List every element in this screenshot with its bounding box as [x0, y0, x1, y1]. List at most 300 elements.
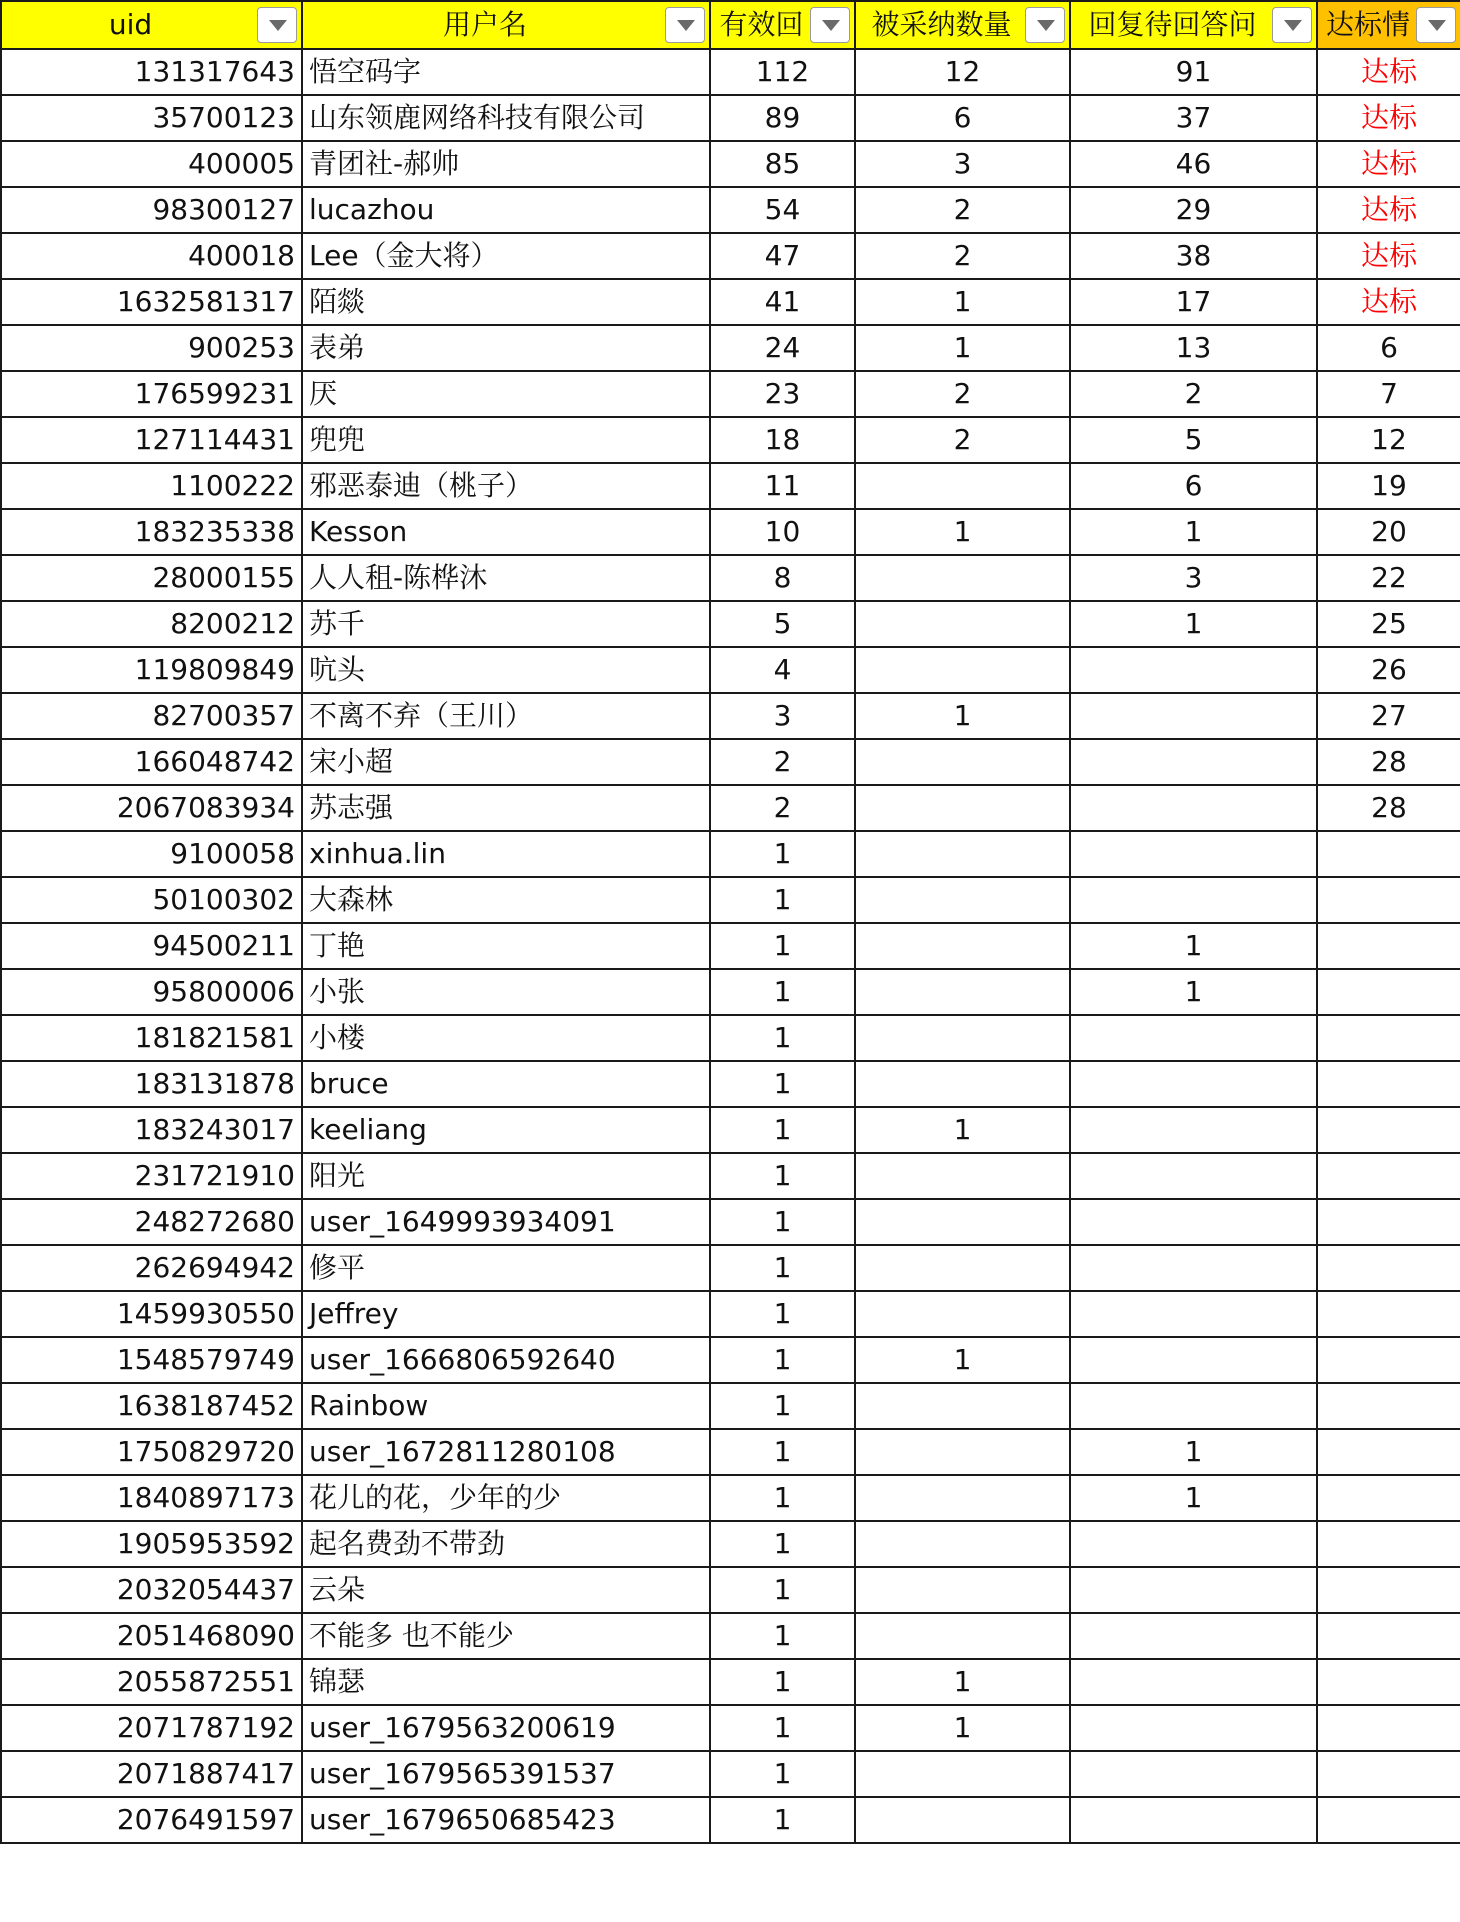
cell-effective[interactable]: 1 [710, 1015, 855, 1061]
column-header-effective[interactable] [710, 1, 855, 49]
table-row [1, 325, 1460, 371]
table-row [1, 877, 1460, 923]
cell-status[interactable]: 22 [1317, 555, 1460, 601]
table-row [1, 1153, 1460, 1199]
cell-adopted[interactable]: 1 [855, 1705, 1070, 1751]
column-header-label: 有效回 [719, 8, 804, 41]
cell-uid[interactable]: 1632581317 [1, 279, 302, 325]
cell-uid[interactable]: 166048742 [1, 739, 302, 785]
cell-adopted[interactable] [855, 785, 1070, 831]
table-row [1, 1613, 1460, 1659]
cell-effective[interactable]: 85 [710, 141, 855, 187]
cell-username[interactable]: 不离不弃（王川） [302, 693, 710, 739]
cell-effective[interactable]: 1 [710, 1107, 855, 1153]
cell-uid[interactable]: 98300127 [1, 187, 302, 233]
cell-uid[interactable]: 1840897173 [1, 1475, 302, 1521]
cell-username[interactable]: 花儿的花，少年的少 [302, 1475, 710, 1521]
cell-uid[interactable]: 2055872551 [1, 1659, 302, 1705]
dropdown-arrow-icon [269, 20, 287, 31]
cell-username[interactable]: 邪恶泰迪（桃子） [302, 463, 710, 509]
cell-reply-pending[interactable]: 1 [1070, 1429, 1317, 1475]
cell-username[interactable]: 小楼 [302, 1015, 710, 1061]
cell-uid[interactable]: 127114431 [1, 417, 302, 463]
cell-reply-pending[interactable]: 1 [1070, 923, 1317, 969]
cell-adopted[interactable] [855, 1751, 1070, 1797]
column-header-label: 回复待回答问 [1088, 8, 1257, 41]
cell-effective[interactable]: 8 [710, 555, 855, 601]
dropdown-arrow-icon [1284, 20, 1302, 31]
table-row [1, 1383, 1460, 1429]
cell-adopted[interactable] [855, 923, 1070, 969]
cell-username[interactable]: 起名费劲不带劲 [302, 1521, 710, 1567]
table-row [1, 739, 1460, 785]
cell-uid[interactable]: 2051468090 [1, 1613, 302, 1659]
cell-adopted[interactable] [855, 647, 1070, 693]
cell-status[interactable] [1317, 1107, 1460, 1153]
table-row [1, 1567, 1460, 1613]
cell-adopted[interactable] [855, 969, 1070, 1015]
cell-status[interactable] [1317, 1567, 1460, 1613]
table-row [1, 693, 1460, 739]
table-row [1, 49, 1460, 95]
cell-username[interactable]: 丁艳 [302, 923, 710, 969]
cell-adopted[interactable]: 1 [855, 279, 1070, 325]
cell-adopted[interactable]: 2 [855, 371, 1070, 417]
cell-uid[interactable]: 183131878 [1, 1061, 302, 1107]
cell-status[interactable] [1317, 1797, 1460, 1843]
cell-adopted[interactable]: 1 [855, 325, 1070, 371]
table-row [1, 187, 1460, 233]
cell-username[interactable]: 锦瑟 [302, 1659, 710, 1705]
cell-effective[interactable]: 1 [710, 1061, 855, 1107]
header-row [1, 1, 1460, 49]
cell-reply-pending[interactable] [1070, 693, 1317, 739]
cell-username[interactable]: 云朵 [302, 1567, 710, 1613]
cell-effective[interactable]: 4 [710, 647, 855, 693]
cell-status[interactable] [1317, 1751, 1460, 1797]
cell-effective[interactable]: 1 [710, 1659, 855, 1705]
table-row [1, 647, 1460, 693]
cell-adopted[interactable] [855, 555, 1070, 601]
cell-effective[interactable]: 1 [710, 1797, 855, 1843]
cell-username[interactable]: Kesson [302, 509, 710, 555]
cell-status[interactable]: 达标 [1317, 233, 1460, 279]
cell-reply-pending[interactable] [1070, 877, 1317, 923]
table-row [1, 371, 1460, 417]
cell-uid[interactable]: 82700357 [1, 693, 302, 739]
cell-reply-pending[interactable]: 46 [1070, 141, 1317, 187]
table-body [1, 49, 1460, 1843]
cell-username[interactable]: 山东领鹿网络科技有限公司 [302, 95, 710, 141]
cell-effective[interactable]: 54 [710, 187, 855, 233]
cell-uid[interactable]: 2076491597 [1, 1797, 302, 1843]
dropdown-arrow-icon [822, 20, 840, 31]
cell-adopted[interactable]: 1 [855, 693, 1070, 739]
cell-username[interactable]: 大森林 [302, 877, 710, 923]
cell-effective[interactable]: 2 [710, 739, 855, 785]
cell-effective[interactable]: 5 [710, 601, 855, 647]
cell-effective[interactable]: 1 [710, 1291, 855, 1337]
cell-effective[interactable]: 24 [710, 325, 855, 371]
table-row [1, 1659, 1460, 1705]
table-row [1, 1797, 1460, 1843]
cell-uid[interactable]: 1638187452 [1, 1383, 302, 1429]
cell-adopted[interactable]: 2 [855, 417, 1070, 463]
cell-effective[interactable]: 41 [710, 279, 855, 325]
cell-uid[interactable]: 262694942 [1, 1245, 302, 1291]
cell-status[interactable] [1317, 969, 1460, 1015]
table-row [1, 1337, 1460, 1383]
cell-reply-pending[interactable]: 2 [1070, 371, 1317, 417]
table-row [1, 1475, 1460, 1521]
cell-effective[interactable]: 10 [710, 509, 855, 555]
cell-username[interactable]: user_1649993934091 [302, 1199, 710, 1245]
cell-username[interactable]: 表弟 [302, 325, 710, 371]
cell-reply-pending[interactable] [1070, 785, 1317, 831]
cell-effective[interactable]: 18 [710, 417, 855, 463]
filter-dropdown-button[interactable] [1025, 7, 1065, 43]
cell-status[interactable] [1317, 923, 1460, 969]
filter-dropdown-button[interactable] [1272, 7, 1312, 43]
table-row [1, 785, 1460, 831]
table-row [1, 601, 1460, 647]
cell-username[interactable]: keeliang [302, 1107, 710, 1153]
cell-reply-pending[interactable]: 1 [1070, 509, 1317, 555]
table-row [1, 1107, 1460, 1153]
table-row [1, 463, 1460, 509]
cell-uid[interactable]: 400005 [1, 141, 302, 187]
cell-username[interactable]: Rainbow [302, 1383, 710, 1429]
cell-adopted[interactable]: 6 [855, 95, 1070, 141]
cell-reply-pending[interactable]: 38 [1070, 233, 1317, 279]
dropdown-arrow-icon [1037, 20, 1055, 31]
cell-status[interactable] [1317, 1475, 1460, 1521]
cell-adopted[interactable] [855, 1567, 1070, 1613]
cell-uid[interactable]: 1100222 [1, 463, 302, 509]
cell-uid[interactable]: 2032054437 [1, 1567, 302, 1613]
cell-reply-pending[interactable]: 5 [1070, 417, 1317, 463]
cell-adopted[interactable] [855, 1521, 1070, 1567]
cell-reply-pending[interactable] [1070, 1705, 1317, 1751]
column-header-adopted[interactable] [855, 1, 1070, 49]
cell-status[interactable] [1317, 877, 1460, 923]
cell-effective[interactable]: 1 [710, 1337, 855, 1383]
cell-uid[interactable]: 176599231 [1, 371, 302, 417]
cell-adopted[interactable] [855, 831, 1070, 877]
cell-reply-pending[interactable]: 1 [1070, 969, 1317, 1015]
column-header-label: 用户名 [442, 8, 527, 41]
cell-reply-pending[interactable] [1070, 1659, 1317, 1705]
cell-username[interactable]: user_1679565391537 [302, 1751, 710, 1797]
cell-reply-pending[interactable]: 1 [1070, 601, 1317, 647]
cell-adopted[interactable] [855, 1797, 1070, 1843]
cell-uid[interactable]: 900253 [1, 325, 302, 371]
cell-username[interactable]: 悟空码字 [302, 49, 710, 95]
cell-status[interactable]: 25 [1317, 601, 1460, 647]
cell-username[interactable]: user_1679650685423 [302, 1797, 710, 1843]
cell-status[interactable]: 7 [1317, 371, 1460, 417]
cell-username[interactable]: user_1672811280108 [302, 1429, 710, 1475]
cell-adopted[interactable] [855, 739, 1070, 785]
table-row [1, 279, 1460, 325]
cell-effective[interactable]: 47 [710, 233, 855, 279]
table-row [1, 1199, 1460, 1245]
cell-adopted[interactable]: 1 [855, 509, 1070, 555]
cell-status[interactable]: 19 [1317, 463, 1460, 509]
cell-status[interactable] [1317, 1015, 1460, 1061]
cell-uid[interactable]: 35700123 [1, 95, 302, 141]
cell-effective[interactable]: 1 [710, 877, 855, 923]
cell-reply-pending[interactable]: 91 [1070, 49, 1317, 95]
cell-reply-pending[interactable] [1070, 1199, 1317, 1245]
cell-status[interactable] [1317, 1705, 1460, 1751]
cell-effective[interactable]: 23 [710, 371, 855, 417]
cell-username[interactable]: Lee（金大将） [302, 233, 710, 279]
cell-username[interactable]: 陌燚 [302, 279, 710, 325]
cell-adopted[interactable] [855, 1015, 1070, 1061]
cell-uid[interactable]: 94500211 [1, 923, 302, 969]
cell-reply-pending[interactable] [1070, 1291, 1317, 1337]
cell-username[interactable]: bruce [302, 1061, 710, 1107]
cell-adopted[interactable] [855, 1061, 1070, 1107]
cell-status[interactable]: 达标 [1317, 187, 1460, 233]
cell-uid[interactable]: 248272680 [1, 1199, 302, 1245]
cell-effective[interactable]: 1 [710, 1705, 855, 1751]
cell-status[interactable] [1317, 1153, 1460, 1199]
cell-uid[interactable]: 9100058 [1, 831, 302, 877]
cell-status[interactable] [1317, 1061, 1460, 1107]
column-header-username[interactable] [302, 1, 710, 49]
cell-status[interactable]: 6 [1317, 325, 1460, 371]
cell-uid[interactable]: 119809849 [1, 647, 302, 693]
table-row [1, 95, 1460, 141]
header-row-group [1, 1, 1460, 49]
cell-status[interactable] [1317, 1613, 1460, 1659]
cell-username[interactable]: 人人租-陈桦沐 [302, 555, 710, 601]
cell-effective[interactable]: 2 [710, 785, 855, 831]
cell-adopted[interactable]: 2 [855, 187, 1070, 233]
cell-reply-pending[interactable]: 3 [1070, 555, 1317, 601]
cell-adopted[interactable] [855, 463, 1070, 509]
cell-reply-pending[interactable] [1070, 647, 1317, 693]
cell-adopted[interactable]: 1 [855, 1337, 1070, 1383]
cell-username[interactable]: xinhua.lin [302, 831, 710, 877]
cell-status[interactable]: 达标 [1317, 141, 1460, 187]
cell-adopted[interactable] [855, 877, 1070, 923]
table-row [1, 969, 1460, 1015]
table-row [1, 831, 1460, 877]
column-header-label: uid [108, 8, 153, 41]
cell-username[interactable]: 苏志强 [302, 785, 710, 831]
cell-effective[interactable]: 1 [710, 1153, 855, 1199]
cell-effective[interactable]: 1 [710, 831, 855, 877]
column-header-label: 被采纳数量 [871, 8, 1012, 41]
cell-reply-pending[interactable] [1070, 1107, 1317, 1153]
cell-uid[interactable]: 400018 [1, 233, 302, 279]
table-row [1, 1751, 1460, 1797]
cell-reply-pending[interactable] [1070, 1521, 1317, 1567]
cell-username[interactable]: 吭头 [302, 647, 710, 693]
cell-uid[interactable]: 1548579749 [1, 1337, 302, 1383]
cell-effective[interactable]: 112 [710, 49, 855, 95]
cell-uid[interactable]: 1459930550 [1, 1291, 302, 1337]
cell-reply-pending[interactable] [1070, 1567, 1317, 1613]
cell-username[interactable]: user_1679563200619 [302, 1705, 710, 1751]
cell-reply-pending[interactable]: 13 [1070, 325, 1317, 371]
cell-reply-pending[interactable]: 29 [1070, 187, 1317, 233]
table-row [1, 1521, 1460, 1567]
cell-adopted[interactable] [855, 1475, 1070, 1521]
cell-effective[interactable]: 1 [710, 923, 855, 969]
cell-uid[interactable]: 8200212 [1, 601, 302, 647]
table-row [1, 1245, 1460, 1291]
cell-reply-pending[interactable] [1070, 1061, 1317, 1107]
cell-status[interactable]: 达标 [1317, 49, 1460, 95]
cell-effective[interactable]: 1 [710, 1245, 855, 1291]
cell-uid[interactable]: 28000155 [1, 555, 302, 601]
cell-reply-pending[interactable] [1070, 1383, 1317, 1429]
cell-status[interactable]: 27 [1317, 693, 1460, 739]
cell-status[interactable]: 28 [1317, 739, 1460, 785]
cell-adopted[interactable] [855, 1291, 1070, 1337]
cell-reply-pending[interactable] [1070, 1337, 1317, 1383]
table-row [1, 1429, 1460, 1475]
cell-username[interactable]: 苏千 [302, 601, 710, 647]
cell-effective[interactable]: 1 [710, 1475, 855, 1521]
table-row [1, 1061, 1460, 1107]
cell-adopted[interactable] [855, 1383, 1070, 1429]
cell-uid[interactable]: 231721910 [1, 1153, 302, 1199]
cell-adopted[interactable] [855, 601, 1070, 647]
table-row [1, 233, 1460, 279]
table-row [1, 509, 1460, 555]
cell-status[interactable] [1317, 831, 1460, 877]
filter-dropdown-button[interactable] [257, 7, 297, 43]
cell-reply-pending[interactable] [1070, 1751, 1317, 1797]
cell-username[interactable]: 修平 [302, 1245, 710, 1291]
cell-username[interactable]: 宋小超 [302, 739, 710, 785]
cell-reply-pending[interactable]: 1 [1070, 1475, 1317, 1521]
filter-dropdown-button[interactable] [810, 7, 850, 43]
cell-uid[interactable]: 2067083934 [1, 785, 302, 831]
cell-reply-pending[interactable]: 6 [1070, 463, 1317, 509]
cell-status[interactable] [1317, 1291, 1460, 1337]
cell-uid[interactable]: 1905953592 [1, 1521, 302, 1567]
cell-effective[interactable]: 1 [710, 1429, 855, 1475]
cell-uid[interactable]: 183243017 [1, 1107, 302, 1153]
table-row [1, 1705, 1460, 1751]
cell-adopted[interactable] [855, 1199, 1070, 1245]
cell-adopted[interactable] [855, 1613, 1070, 1659]
cell-reply-pending[interactable] [1070, 1153, 1317, 1199]
cell-effective[interactable]: 1 [710, 969, 855, 1015]
cell-reply-pending[interactable] [1070, 1797, 1317, 1843]
cell-reply-pending[interactable] [1070, 1245, 1317, 1291]
cell-status[interactable]: 26 [1317, 647, 1460, 693]
table-row [1, 417, 1460, 463]
cell-uid[interactable]: 2071887417 [1, 1751, 302, 1797]
cell-adopted[interactable]: 3 [855, 141, 1070, 187]
cell-username[interactable]: lucazhou [302, 187, 710, 233]
cell-status[interactable] [1317, 1337, 1460, 1383]
cell-reply-pending[interactable] [1070, 831, 1317, 877]
cell-status[interactable] [1317, 1199, 1460, 1245]
cell-username[interactable]: 阳光 [302, 1153, 710, 1199]
column-header-label: 达标情 [1325, 8, 1410, 41]
filter-dropdown-button[interactable] [665, 7, 705, 43]
table-row [1, 141, 1460, 187]
cell-uid[interactable]: 2071787192 [1, 1705, 302, 1751]
cell-reply-pending[interactable] [1070, 739, 1317, 785]
cell-username[interactable]: 不能多 也不能少 [302, 1613, 710, 1659]
cell-username[interactable]: Jeffrey [302, 1291, 710, 1337]
cell-effective[interactable]: 1 [710, 1199, 855, 1245]
cell-uid[interactable]: 131317643 [1, 49, 302, 95]
cell-status[interactable]: 12 [1317, 417, 1460, 463]
cell-status[interactable]: 达标 [1317, 279, 1460, 325]
cell-username[interactable]: 小张 [302, 969, 710, 1015]
cell-adopted[interactable]: 1 [855, 1107, 1070, 1153]
cell-reply-pending[interactable] [1070, 1015, 1317, 1061]
cell-status[interactable] [1317, 1429, 1460, 1475]
cell-effective[interactable]: 3 [710, 693, 855, 739]
cell-status[interactable]: 达标 [1317, 95, 1460, 141]
cell-reply-pending[interactable] [1070, 1613, 1317, 1659]
cell-uid[interactable]: 181821581 [1, 1015, 302, 1061]
cell-status[interactable]: 28 [1317, 785, 1460, 831]
cell-effective[interactable]: 89 [710, 95, 855, 141]
cell-uid[interactable]: 95800006 [1, 969, 302, 1015]
cell-status[interactable]: 20 [1317, 509, 1460, 555]
table-row [1, 923, 1460, 969]
cell-status[interactable] [1317, 1521, 1460, 1567]
cell-adopted[interactable] [855, 1429, 1070, 1475]
table-row [1, 1015, 1460, 1061]
cell-effective[interactable]: 1 [710, 1751, 855, 1797]
cell-effective[interactable]: 1 [710, 1383, 855, 1429]
cell-uid[interactable]: 183235338 [1, 509, 302, 555]
cell-effective[interactable]: 1 [710, 1521, 855, 1567]
cell-adopted[interactable]: 1 [855, 1659, 1070, 1705]
table-row [1, 1291, 1460, 1337]
column-header-status[interactable] [1317, 1, 1460, 49]
cell-status[interactable] [1317, 1659, 1460, 1705]
cell-status[interactable] [1317, 1245, 1460, 1291]
cell-uid[interactable]: 50100302 [1, 877, 302, 923]
cell-reply-pending[interactable]: 17 [1070, 279, 1317, 325]
cell-reply-pending[interactable]: 37 [1070, 95, 1317, 141]
cell-effective[interactable]: 11 [710, 463, 855, 509]
cell-username[interactable]: 青团社-郝帅 [302, 141, 710, 187]
table-row [1, 555, 1460, 601]
cell-effective[interactable]: 1 [710, 1613, 855, 1659]
cell-adopted[interactable] [855, 1153, 1070, 1199]
cell-username[interactable]: user_1666806592640 [302, 1337, 710, 1383]
cell-adopted[interactable] [855, 1245, 1070, 1291]
cell-uid[interactable]: 1750829720 [1, 1429, 302, 1475]
filter-dropdown-button[interactable] [1416, 7, 1456, 43]
column-header-reply-pending[interactable] [1070, 1, 1317, 49]
cell-adopted[interactable]: 12 [855, 49, 1070, 95]
cell-status[interactable] [1317, 1383, 1460, 1429]
cell-username[interactable]: 兜兜 [302, 417, 710, 463]
dropdown-arrow-icon [1428, 20, 1446, 31]
dropdown-arrow-icon [677, 20, 695, 31]
cell-adopted[interactable]: 2 [855, 233, 1070, 279]
cell-effective[interactable]: 1 [710, 1567, 855, 1613]
cell-username[interactable]: 厌 [302, 371, 710, 417]
column-header-uid[interactable] [1, 1, 302, 49]
